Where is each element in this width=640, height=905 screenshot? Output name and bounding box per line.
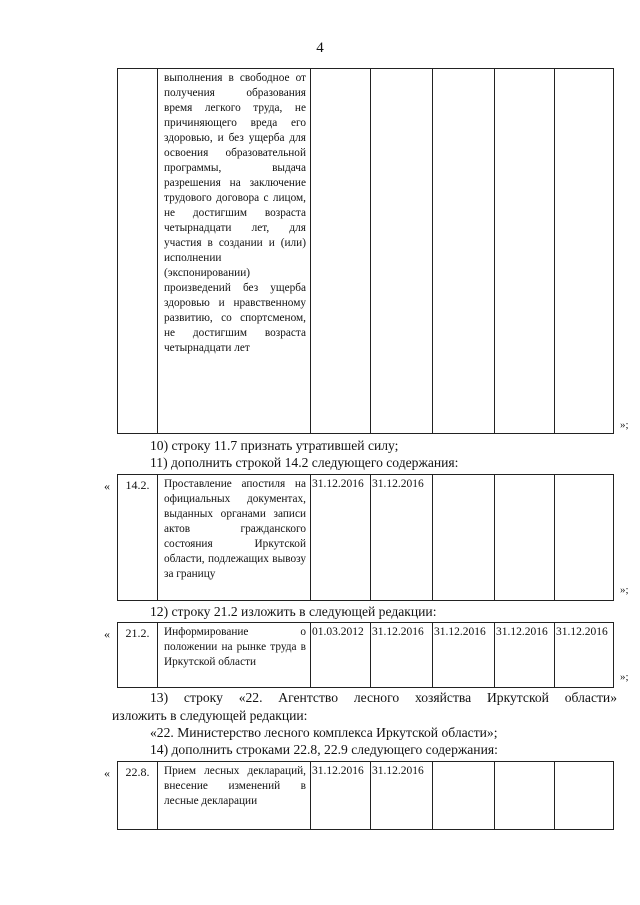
cell-date (311, 623, 371, 688)
service-name-text: Проставление апостиля на официальных документах, выданных органами записи актов гражданского состояния Иркутской области, подлежащих вывозу за границу (164, 478, 306, 580)
closing-quote: »; (620, 584, 629, 596)
row-number: 14.2. (125, 478, 150, 492)
table-row-14-2 (117, 474, 614, 601)
table-row (118, 69, 614, 434)
cell-date (555, 623, 614, 688)
table-row (118, 623, 614, 688)
cell-date (311, 69, 371, 434)
cell-date (433, 623, 495, 688)
cell-number (118, 762, 158, 830)
date-value: 31.12.2016 (372, 765, 424, 777)
cell-date (433, 69, 495, 434)
cell-date (555, 762, 614, 830)
table-row-21-2 (117, 622, 614, 688)
cell-date (433, 475, 495, 601)
opening-quote: « (104, 766, 110, 780)
date-value: 31.12.2016 (556, 626, 608, 638)
date-value: 31.12.2016 (372, 478, 424, 490)
cell-date (495, 69, 555, 434)
row-number: 21.2. (125, 626, 150, 640)
cell-date (371, 69, 433, 434)
service-name-text: Прием лесных деклараций, внесение изменений в лесные декларации (164, 765, 306, 807)
cell-date (495, 762, 555, 830)
table-continued-row (117, 68, 614, 434)
row-number: 22.8. (125, 765, 150, 779)
cell-date (495, 475, 555, 601)
service-name-text: выполнения в свободное от получения образования время легкого труда, не причиняющего вреда его здоровью, и без ущерба для освоения образовательной программы, выдача разрешения на заключение трудового договора с лицом, не достигшим возраста четырнадцати лет, для участия в создании и (или) исполнении (экспонировании) произведений без ущерба здоровью и нравственному развитию, со спортсменом, не достигшим возраста четырнадцати лет (164, 72, 306, 354)
item-14: 14) дополнить строками 22.8, 22.9 следующего содержания: (150, 742, 498, 757)
cell-number (118, 69, 158, 434)
date-value: 31.12.2016 (312, 765, 364, 777)
date-value: 31.12.2016 (434, 626, 486, 638)
cell-date (371, 623, 433, 688)
table-row-22-8 (117, 761, 614, 830)
cell-date (555, 69, 614, 434)
closing-quote: »; (620, 419, 629, 431)
cell-date (311, 762, 371, 830)
table-row (118, 762, 614, 830)
table-row (118, 475, 614, 601)
page-number: 4 (316, 40, 324, 56)
item-13-line-1: 13) строку «22. Агентство лесного хозяйства Иркутской области» (150, 690, 617, 705)
item-13-line-3: «22. Министерство лесного комплекса Иркутской области»; (150, 725, 498, 740)
item-10: 10) строку 11.7 признать утратившей силу; (150, 438, 399, 453)
cell-date (495, 623, 555, 688)
cell-number (118, 475, 158, 601)
cell-number (118, 623, 158, 688)
cell-date (371, 475, 433, 601)
cell-service-name (158, 69, 311, 434)
date-value: 31.12.2016 (496, 626, 548, 638)
opening-quote: « (104, 479, 110, 493)
closing-quote: »; (620, 671, 629, 683)
service-name-text: Информирование о положении на рынке труда в Иркутской области (164, 626, 306, 668)
cell-date (311, 475, 371, 601)
cell-service-name (158, 623, 311, 688)
cell-date (371, 762, 433, 830)
cell-service-name (158, 475, 311, 601)
item-12: 12) строку 21.2 изложить в следующей редакции: (150, 604, 437, 619)
date-value: 31.12.2016 (312, 478, 364, 490)
opening-quote: « (104, 627, 110, 641)
date-value: 31.12.2016 (372, 626, 424, 638)
date-value: 01.03.2012 (312, 626, 364, 638)
cell-date (555, 475, 614, 601)
cell-date (433, 762, 495, 830)
item-11: 11) дополнить строкой 14.2 следующего содержания: (150, 455, 459, 470)
item-13-line-2: изложить в следующей редакции: (112, 708, 308, 723)
cell-service-name (158, 762, 311, 830)
